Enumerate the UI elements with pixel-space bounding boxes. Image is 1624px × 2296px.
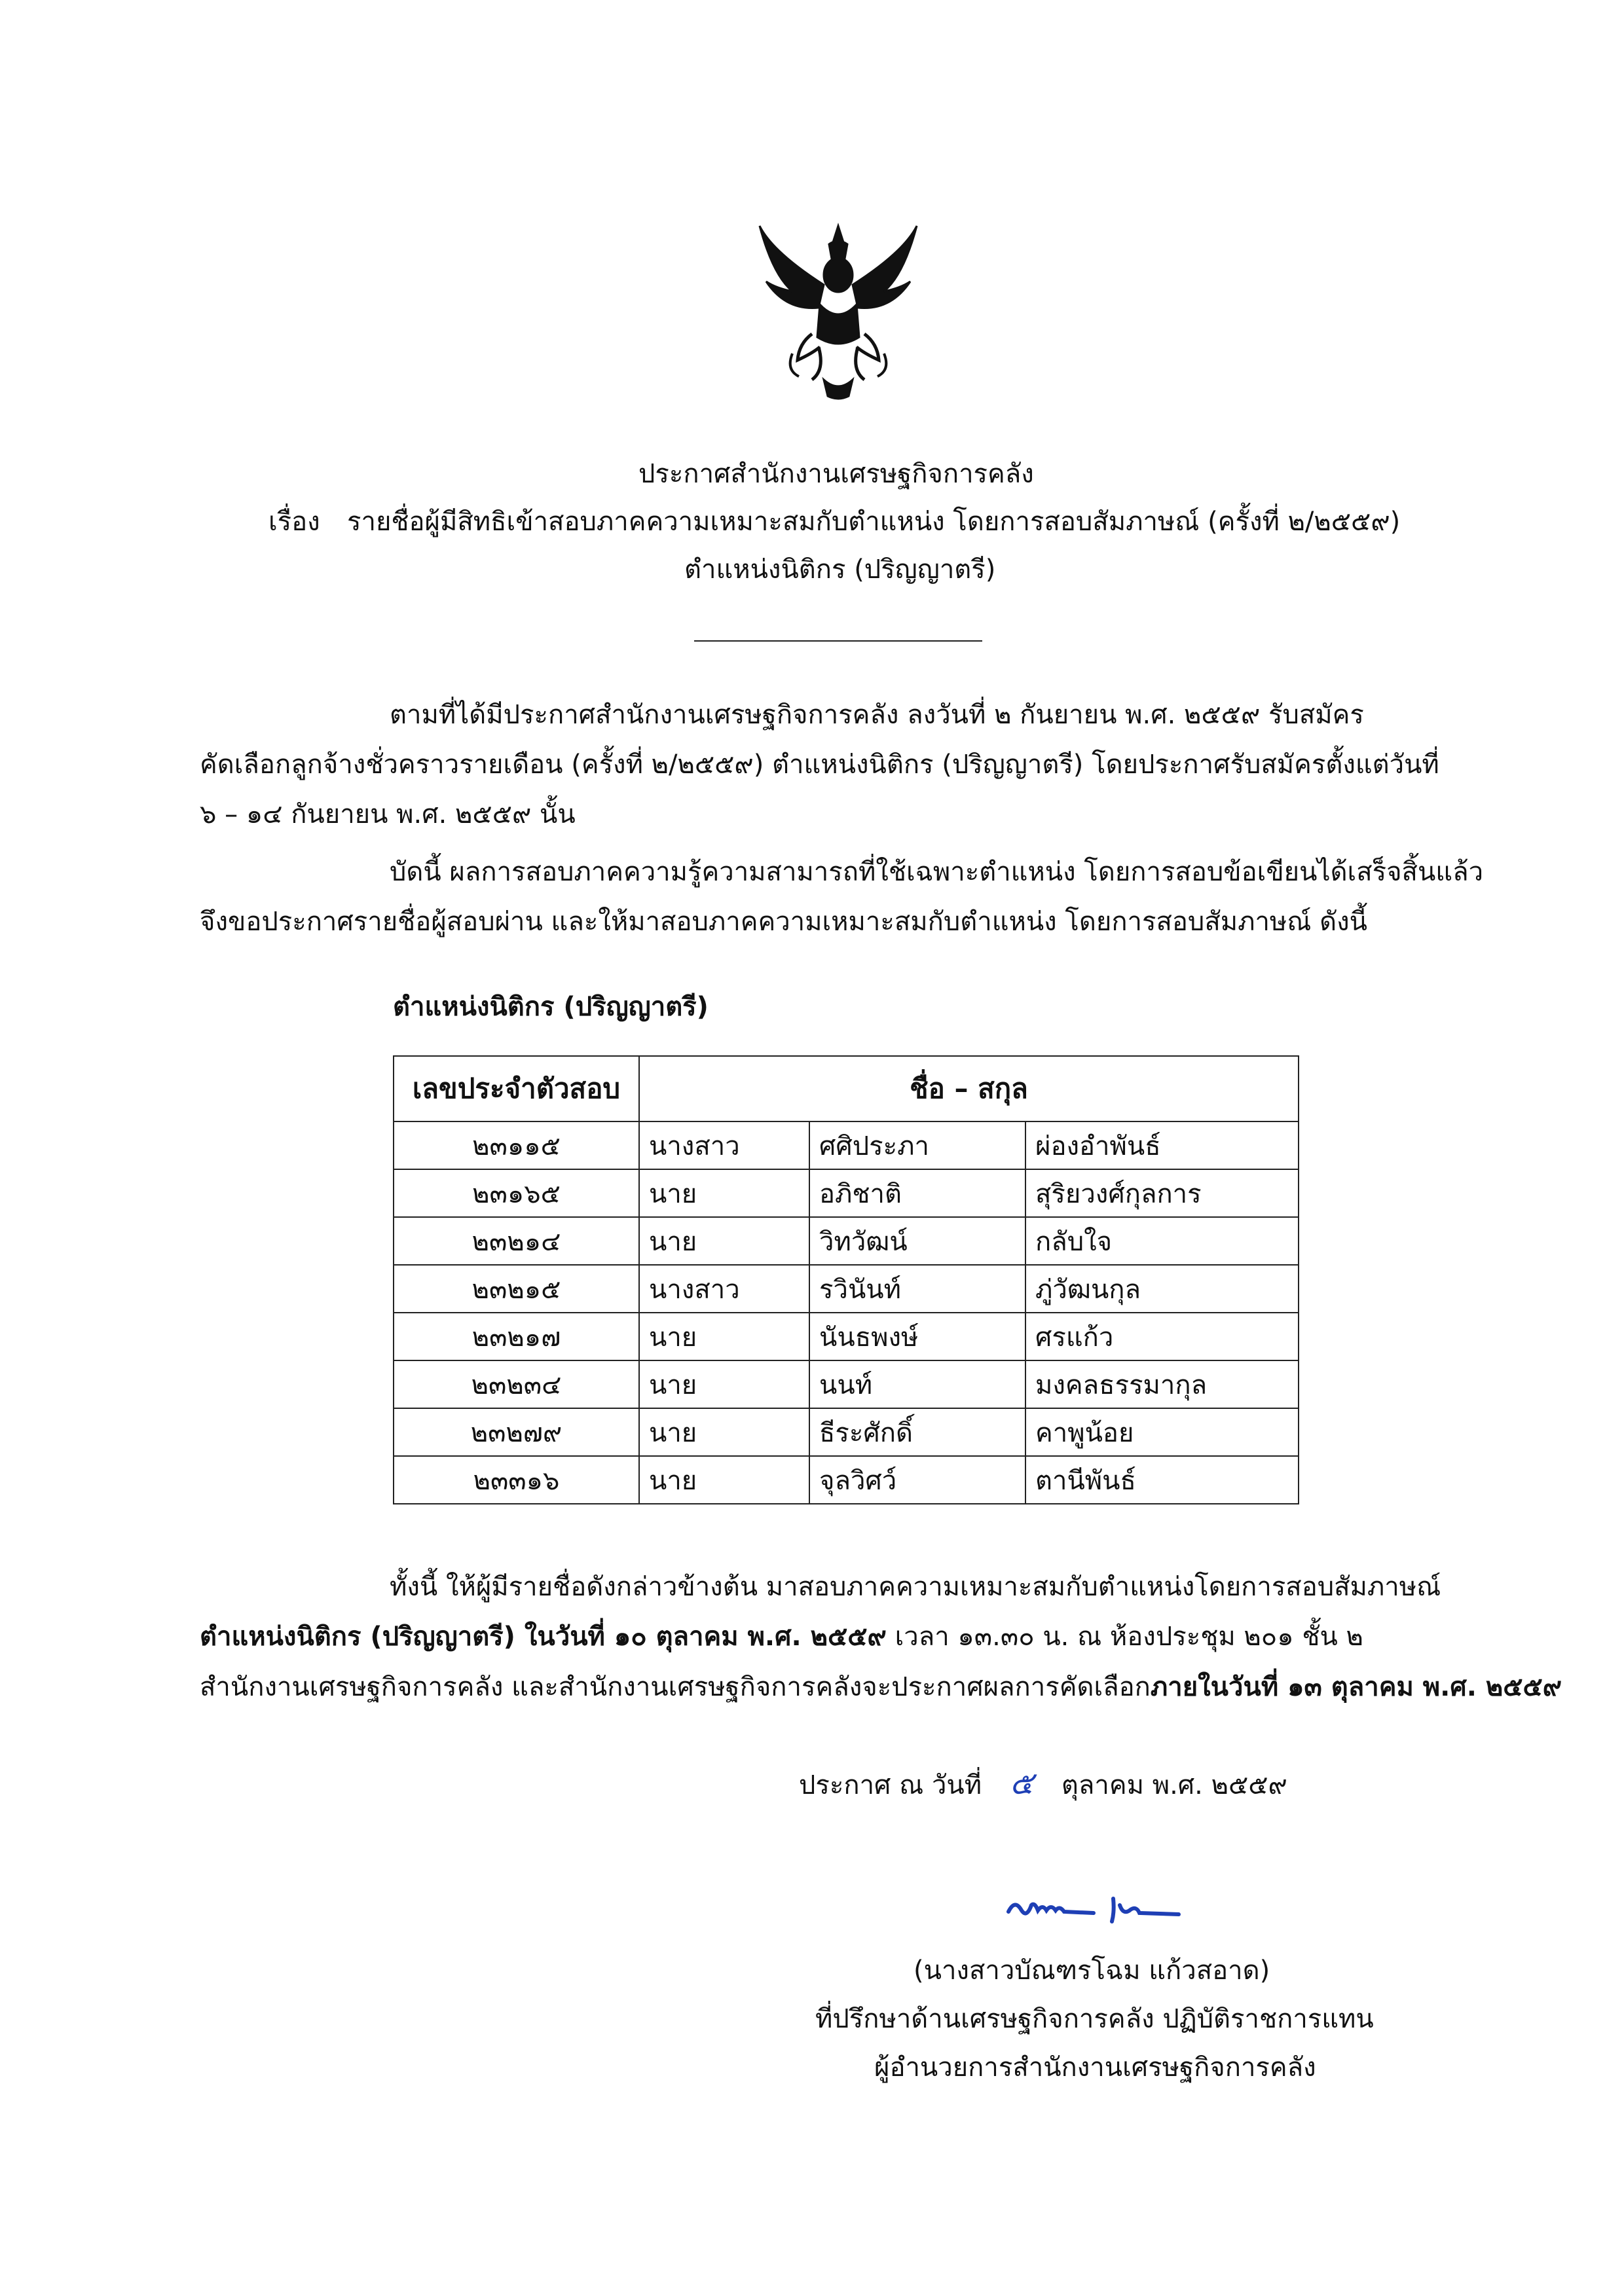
table-row — [394, 1408, 1299, 1456]
table-row — [394, 1313, 1299, 1360]
signatory-name: (นางสาวบัณฑรโฉม แก้วสอาด) — [913, 1956, 1270, 1986]
handwritten-signature — [1002, 1886, 1185, 1931]
title-divider — [694, 640, 982, 642]
table-row — [394, 1169, 1299, 1217]
announce-suffix: ตุลาคม พ.ศ. ๒๕๕๙ — [1061, 1770, 1287, 1800]
exam-id-cell: ๒๓๑๑๕ — [394, 1121, 639, 1169]
interview-time-location: เวลา ๑๓.๓๐ น. ณ ห้องประชุม ๒๐๑ ชั้น ๒ — [886, 1622, 1363, 1652]
first-name-cell: นนท์ — [809, 1360, 1025, 1408]
exam-id-cell: ๒๓๑๖๕ — [394, 1169, 639, 1217]
para2-line1: บัดนี้ ผลการสอบภาคความรู้ความสามารถที่ใช้เฉพาะตำแหน่ง โดยการสอบข้อเขียนได้เสร็จสิ้นแล้ว — [390, 857, 1484, 887]
name-prefix-cell: นาย — [639, 1456, 809, 1504]
first-name-cell: วิทวัฒน์ — [809, 1217, 1025, 1265]
para1-line1: ตามที่ได้มีประกาศสำนักงานเศรษฐกิจการคลัง ลงวันที่ ๒ กันยายน พ.ศ. ๒๕๕๙ รับสมัคร — [390, 700, 1364, 730]
closing-line3 — [200, 1671, 1562, 1703]
interview-date-bold: ตำแหน่งนิติกร (ปริญญาตรี) ในวันที่ ๑๐ ตุลาคม พ.ศ. ๒๕๕๙ — [200, 1622, 887, 1652]
results-table — [393, 1055, 1299, 1504]
last-name-cell: ผ่องอำพันธ์ — [1025, 1121, 1299, 1169]
column-header-name: ชื่อ – สกุล — [639, 1056, 1299, 1121]
subject-label: เรื่อง — [268, 507, 320, 537]
announce-date — [799, 1765, 1287, 1802]
announcement-title: ประกาศสำนักงานเศรษฐกิจการคลัง — [638, 459, 1034, 489]
name-prefix-cell: นาย — [639, 1169, 809, 1217]
first-name-cell: ธีระศักดิ์ — [809, 1408, 1025, 1456]
last-name-cell: คาพูน้อย — [1025, 1408, 1299, 1456]
name-prefix-cell: นาย — [639, 1408, 809, 1456]
subject-text: รายชื่อผู้มีสิทธิเข้าสอบภาคความเหมาะสมกับตำแหน่ง โดยการสอบสัมภาษณ์ (ครั้งที่ ๒/๒๕๕๙) — [347, 507, 1401, 537]
last-name-cell: สุริยวงศ์กุลการ — [1025, 1169, 1299, 1217]
para2-line2: จึงขอประกาศรายชื่อผู้สอบผ่าน และให้มาสอบภาคความเหมาะสมกับตำแหน่ง โดยการสอบสัมภาษณ์ ดังนี้ — [200, 907, 1367, 937]
exam-id-cell: ๒๓๒๑๗ — [394, 1313, 639, 1360]
name-prefix-cell: นางสาว — [639, 1121, 809, 1169]
last-name-cell: ศรแก้ว — [1025, 1313, 1299, 1360]
last-name-cell: ภู่วัฒนกุล — [1025, 1265, 1299, 1313]
table-header-row — [394, 1056, 1299, 1121]
first-name-cell: จุลวิศว์ — [809, 1456, 1025, 1504]
signatory-role2: ผู้อำนวยการสำนักงานเศรษฐกิจการคลัง — [874, 2052, 1316, 2083]
table-row — [394, 1456, 1299, 1504]
position-title: ตำแหน่งนิติกร (ปริญญาตรี) — [684, 555, 996, 585]
first-name-cell: รวินันท์ — [809, 1265, 1025, 1313]
last-name-cell: มงคลธรรมากุล — [1025, 1360, 1299, 1408]
closing-line1: ทั้งนี้ ให้ผู้มีรายชื่อดังกล่าวข้างต้น มาสอบภาคความเหมาะสมกับตำแหน่งโดยการสอบสัมภาษณ์ — [390, 1572, 1441, 1602]
exam-id-cell: ๒๓๒๗๙ — [394, 1408, 639, 1456]
first-name-cell: ศศิประภา — [809, 1121, 1025, 1169]
column-header-exam-id: เลขประจำตัวสอบ — [394, 1056, 639, 1121]
announce-day-handwritten: ๕ — [1009, 1765, 1034, 1802]
result-date-bold: ภายในวันที่ ๑๓ ตุลาคม พ.ศ. ๒๕๕๙ — [1150, 1672, 1562, 1702]
table-row — [394, 1360, 1299, 1408]
table-body — [394, 1121, 1299, 1504]
table-row — [394, 1217, 1299, 1265]
result-notice: สำนักงานเศรษฐกิจการคลัง และสำนักงานเศรษฐกิจการคลังจะประกาศผลการคัดเลือก — [200, 1672, 1151, 1702]
exam-id-cell: ๒๓๒๓๔ — [394, 1360, 639, 1408]
first-name-cell: อภิชาติ — [809, 1169, 1025, 1217]
name-prefix-cell: นาย — [639, 1360, 809, 1408]
exam-id-cell: ๒๓๒๑๕ — [394, 1265, 639, 1313]
table-row — [394, 1121, 1299, 1169]
garuda-emblem — [747, 213, 930, 403]
para1-line2: คัดเลือกลูกจ้างชั่วคราวรายเดือน (ครั้งที่ ๒/๒๕๕๙) ตำแหน่งนิติกร (ปริญญาตรี) โดยประกาศรับสมัครตั้งแต่วันที่ — [200, 750, 1439, 780]
announce-prefix: ประกาศ ณ วันที่ — [799, 1770, 982, 1800]
name-prefix-cell: นางสาว — [639, 1265, 809, 1313]
last-name-cell: กลับใจ — [1025, 1217, 1299, 1265]
table-heading: ตำแหน่งนิติกร (ปริญญาตรี) — [393, 992, 709, 1022]
closing-line2 — [200, 1621, 1363, 1652]
first-name-cell: นันธพงษ์ — [809, 1313, 1025, 1360]
name-prefix-cell: นาย — [639, 1217, 809, 1265]
para1-line3: ๖ – ๑๔ กันยายน พ.ศ. ๒๕๕๙ นั้น — [200, 799, 576, 829]
exam-id-cell: ๒๓๓๑๖ — [394, 1456, 639, 1504]
table-row — [394, 1265, 1299, 1313]
last-name-cell: ตานีพันธ์ — [1025, 1456, 1299, 1504]
name-prefix-cell: นาย — [639, 1313, 809, 1360]
exam-id-cell: ๒๓๒๑๔ — [394, 1217, 639, 1265]
signatory-role1: ที่ปรึกษาด้านเศรษฐกิจการคลัง ปฏิบัติราชการแทน — [815, 2004, 1374, 2034]
